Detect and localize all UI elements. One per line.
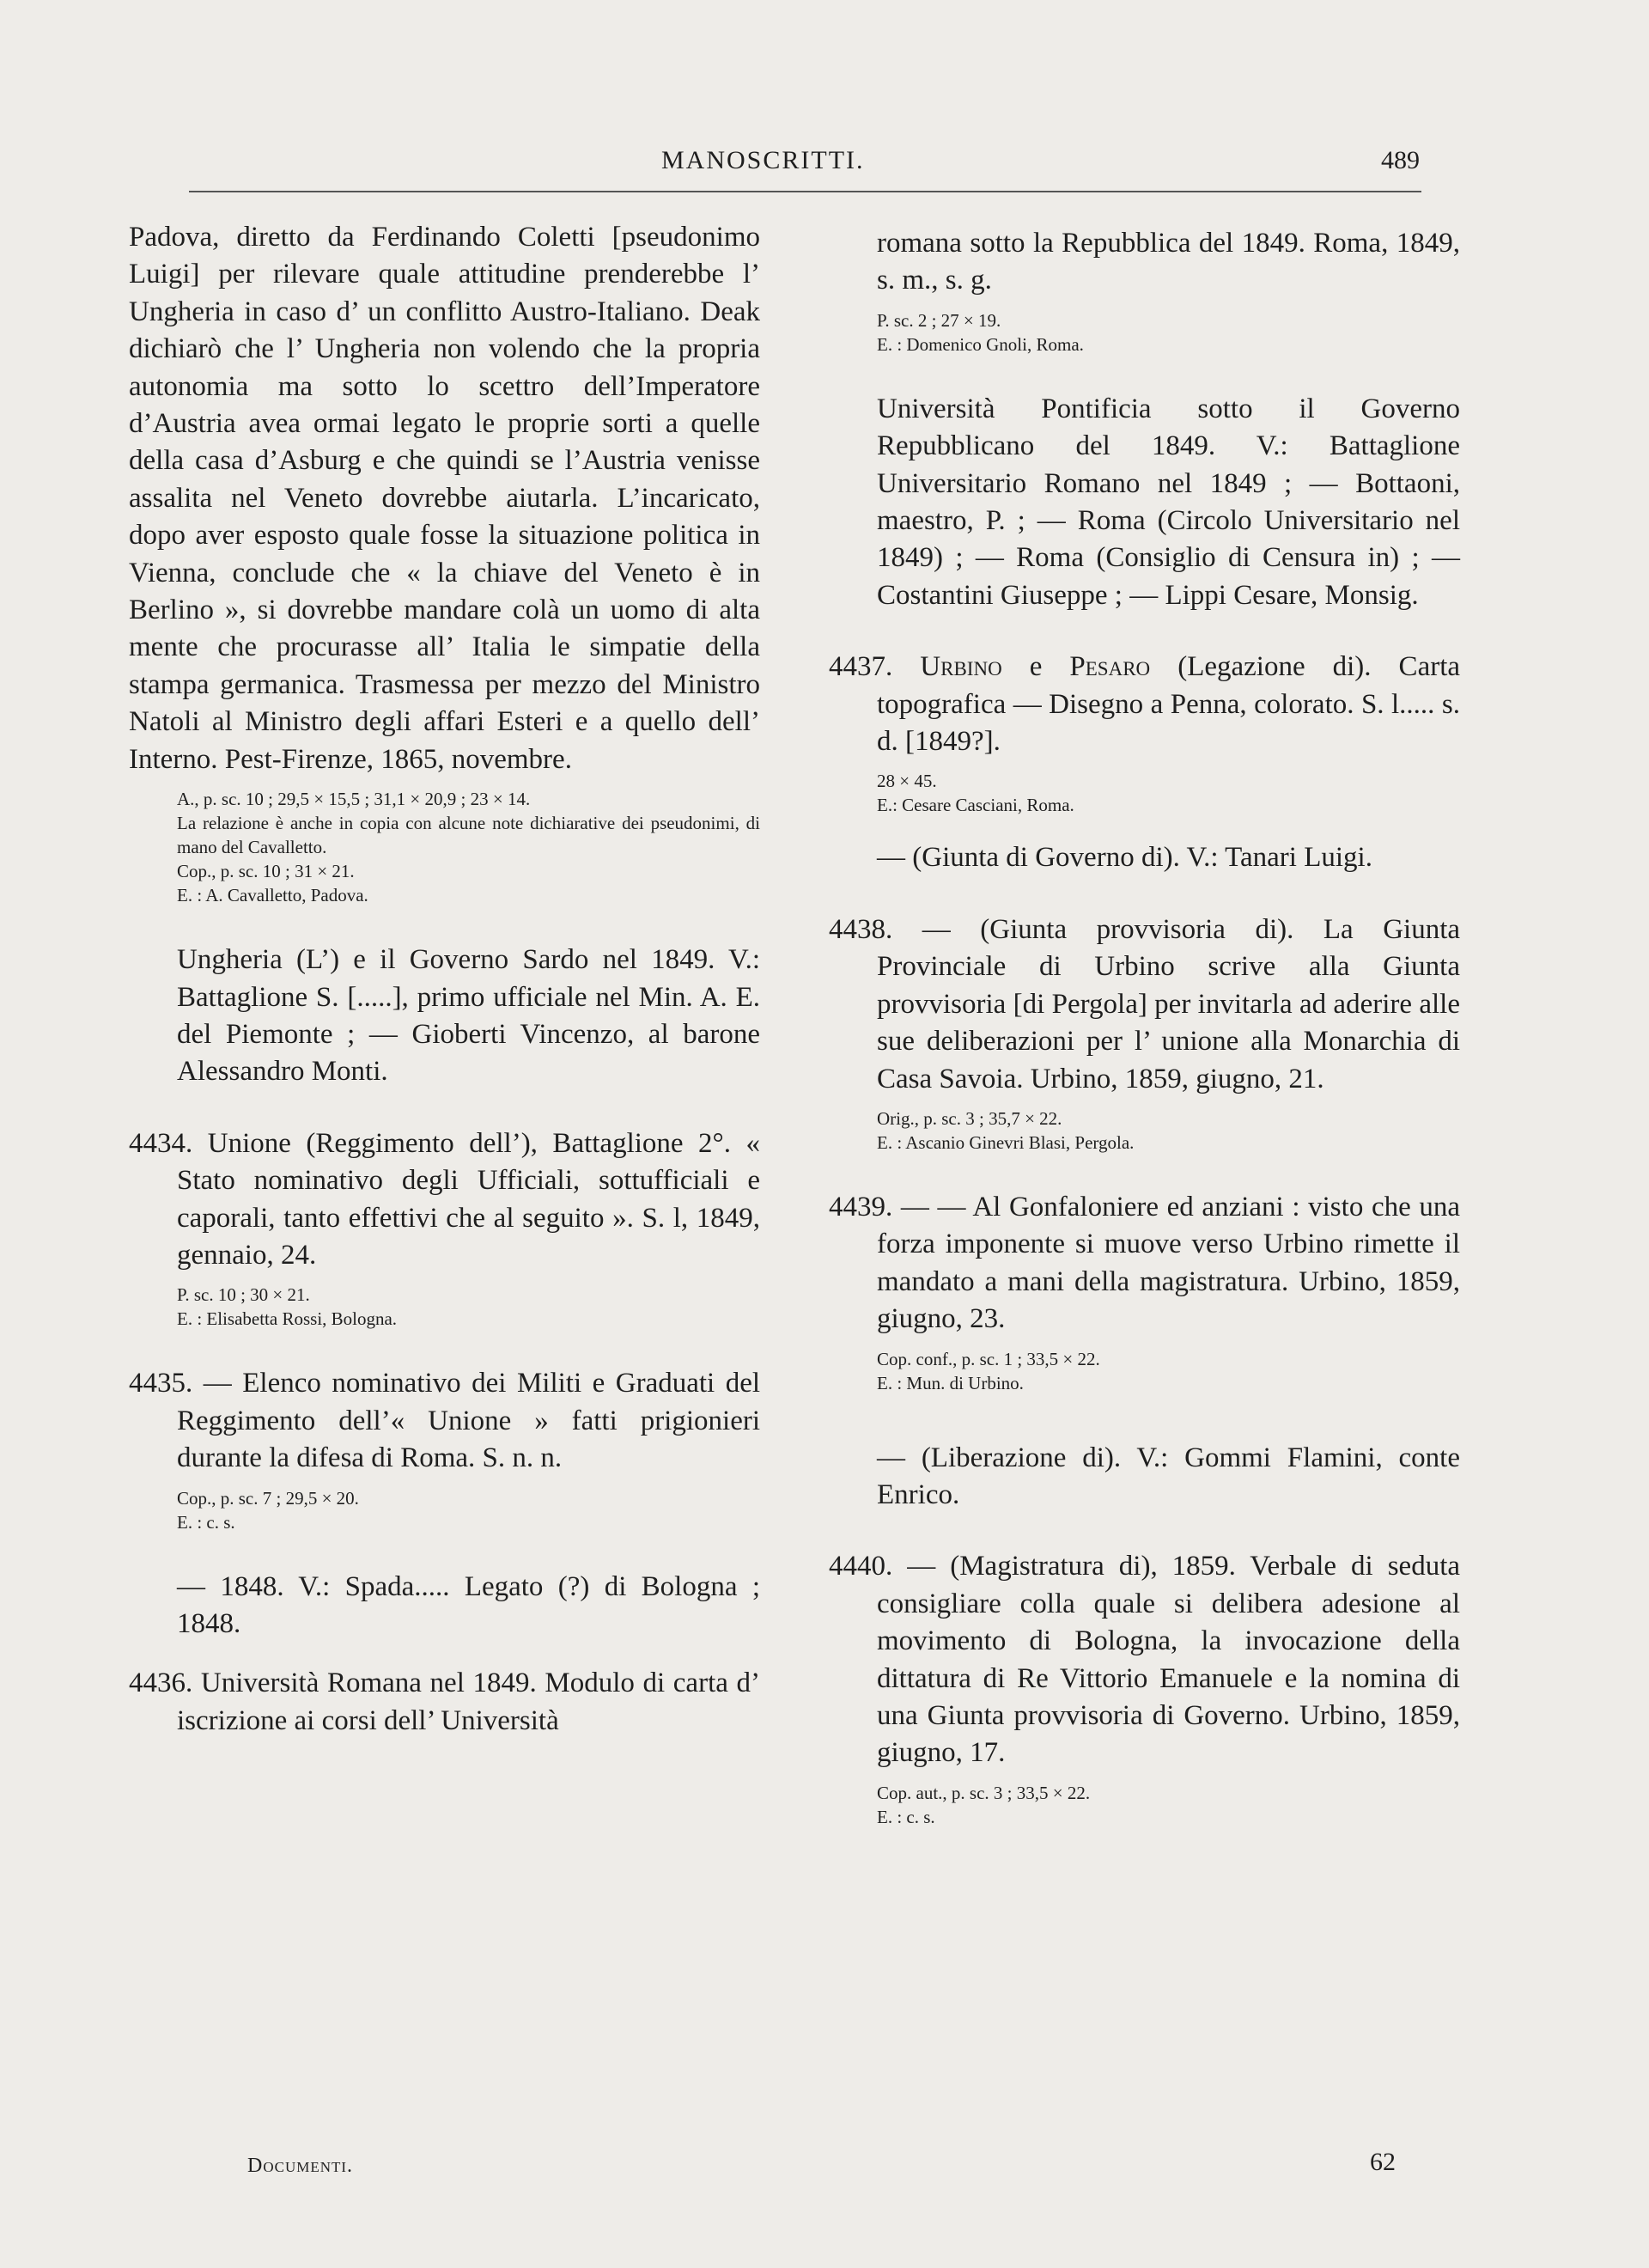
entry-4434-notes xyxy=(129,1283,760,1331)
cross-reference-liberazione: — (Liberazione di). V.: Gommi Flamini, conte Enrico. xyxy=(877,1442,1460,1510)
entry-4439 xyxy=(829,1189,1460,1338)
note-line: E. : c. s. xyxy=(177,1511,235,1533)
entry-text: — — Al Gonfaloniere ed anziani : visto che una forza imponente si muove verso Urbino rimette il mandato a mani della magistratura. Urbino, 1859, giugno, 23. xyxy=(877,1191,1461,1335)
cross-reference-1848: — 1848. V.: Spada..... Legato (?) di Bologna ; 1848. xyxy=(177,1570,760,1639)
note-line: E. : Elisabetta Rossi, Bologna. xyxy=(177,1308,398,1330)
note-line: La relazione è anche in copia con alcune note dichiarative dei pseudonimi, di mano del Cavalletto. xyxy=(177,813,760,858)
note-line: E. : Mun. di Urbino. xyxy=(877,1372,1024,1393)
header-rule xyxy=(189,191,1421,192)
entry-text: — (Giunta provvisoria di). La Giunta Provinciale di Urbino scrive alla Giunta provvisoria [di Pergola] per invitarla ad aderire alle sue deliberazioni per l’ unione alla Monarchia di Casa Savoia. Urbino, 1859, giugno, 21. xyxy=(877,913,1461,1094)
entry-4435-notes xyxy=(129,1486,760,1534)
note-line: A., p. sc. 10 ; 29,5 × 15,5 ; 31,1 × 20,9 ; 23 × 14. xyxy=(177,789,531,810)
entry-4434 xyxy=(129,1125,760,1275)
note-line: P. sc. 2 ; 27 × 19. xyxy=(877,309,1001,331)
note-line: E. : c. s. xyxy=(877,1806,935,1827)
cross-reference-universita: Università Pontificia sotto il Governo Repubblicano del 1849. V.: Battaglione Universitario Romano nel 1849 ; — Bottaoni, maestro, P. ; — Roma (Circolo Universitario nel 1849) ; — Roma (Consiglio di Censura in) ; — Costantini Giuseppe ; — Lippi Cesare, Monsig. xyxy=(877,393,1460,611)
entry-4436-notes xyxy=(829,308,1460,357)
entry-4435 xyxy=(129,1365,760,1477)
entry-4436 xyxy=(129,1665,760,1740)
note-line: E. : Domenico Gnoli, Roma. xyxy=(877,333,1084,355)
note-line: E. : Ascanio Ginevri Blasi, Pergola. xyxy=(877,1131,1135,1153)
place-name: Pesaro xyxy=(1069,651,1151,683)
entry-4438 xyxy=(829,911,1460,1098)
note-line: E. : A. Cavalletto, Padova. xyxy=(177,885,368,906)
entry-text: Unione (Reggimento dell’), Battaglione 2°. « Stato nominativo degli Ufficiali, sottufficiali e caporali, tanto effettivi che al seguito ». S. l, 1849, gennaio, 24. xyxy=(177,1127,761,1271)
entry-4440-notes xyxy=(829,1781,1460,1829)
entry-number: 4438. xyxy=(829,913,893,945)
intro-paragraph: Padova, diretto da Ferdinando Coletti [pseudonimo Luigi] per rilevare quale attitudine prenderebbe l’ Ungheria in caso d’ un conflitto Austro-Italiano. Deak dichiarò che l’ Ungheria non volendo che la propria autonomia ma sotto lo scettro dell’Imperatore d’Austria avea ormai legato le proprie sorti a quelle della casa d’Asburg e che quindi se l’Austria venisse assalita nel Veneto dovrebbe aiutarla. L’incaricato, dopo aver esposto quale fosse la situazione politica in Vienna, conclude che « la chiave del Veneto è in Berlino », si dovrebbe mandare colà un uomo di alta mente che procurasse all’ Italia le simpatie della stampa germanica. Trasmessa per mezzo del Ministro Natoli al Ministro degli affari Esteri e a quello dell’ Interno. Pest-Firenze, 1865, novembre. xyxy=(129,222,760,775)
entry-number: 4436. xyxy=(129,1667,193,1699)
left-column xyxy=(129,219,760,1740)
entry-4437 xyxy=(829,649,1460,760)
entry-4440 xyxy=(829,1548,1460,1771)
cross-reference-ungheria: Ungheria (L’) e il Governo Sardo nel 1849. V.: Battaglione S. [.....], primo ufficiale nel Min. A. E. del Piemonte ; — Gioberti Vincenzo, al barone Alessandro Monti. xyxy=(177,944,760,1088)
entry-4439-notes xyxy=(829,1347,1460,1395)
running-head: MANOSCRITTI. xyxy=(661,146,865,174)
entry-4436-continued: romana sotto la Repubblica del 1849. Roma, 1849, s. m., s. g. xyxy=(877,228,1460,296)
page-number: 489 xyxy=(1381,146,1420,174)
note-line: Cop. conf., p. sc. 1 ; 33,5 × 22. xyxy=(877,1348,1100,1369)
entry-number: 4439. xyxy=(829,1191,893,1222)
entry-4437-notes xyxy=(829,769,1460,817)
note-line: Cop., p. sc. 10 ; 31 × 21. xyxy=(177,861,355,882)
place-name: Urbino xyxy=(920,651,1002,683)
entry-number: 4434. xyxy=(129,1127,193,1159)
intro-notes xyxy=(129,787,760,907)
entry-4438-notes xyxy=(829,1107,1460,1155)
entry-text: (Legazione di). Carta topografica — Disegno a Penna, colorato. S. l..... s. d. [1849?]. xyxy=(877,651,1461,758)
entry-number: 4435. xyxy=(129,1368,193,1399)
note-line: Cop., p. sc. 7 ; 29,5 × 20. xyxy=(177,1487,359,1509)
note-line: Orig., p. sc. 3 ; 35,7 × 22. xyxy=(877,1107,1062,1129)
entry-number: 4437. xyxy=(829,651,893,683)
signature-number: 62 xyxy=(1370,2148,1396,2176)
conjunction: e xyxy=(1029,651,1043,683)
entry-text: — (Magistratura di), 1859. Verbale di seduta consigliare colla quale si delibera adesione al movimento di Bologna, la invocazione della dittatura di Re Vittorio Emanuele e la nomina di una Giunta provvisoria di Governo. Urbino, 1859, giugno, 17. xyxy=(877,1551,1461,1769)
note-line: E.: Cesare Casciani, Roma. xyxy=(877,795,1074,816)
entry-text: — Elenco nominativo dei Militi e Graduati del Reggimento dell’« Unione » fatti prigionieri durante la difesa di Roma. S. n. n. xyxy=(177,1368,761,1474)
cross-reference-giunta: — (Giunta di Governo di). V.: Tanari Luigi. xyxy=(877,842,1372,874)
note-line: Cop. aut., p. sc. 3 ; 33,5 × 22. xyxy=(877,1782,1091,1803)
entry-number: 4440. xyxy=(829,1551,893,1582)
note-line: 28 × 45. xyxy=(877,771,937,792)
entry-text: Università Romana nel 1849. Modulo di carta d’ iscrizione ai corsi dell’ Università xyxy=(177,1667,760,1736)
right-column xyxy=(829,225,1460,1829)
note-line: P. sc. 10 ; 30 × 21. xyxy=(177,1284,310,1306)
signature-mark: Documenti. xyxy=(247,2155,354,2177)
